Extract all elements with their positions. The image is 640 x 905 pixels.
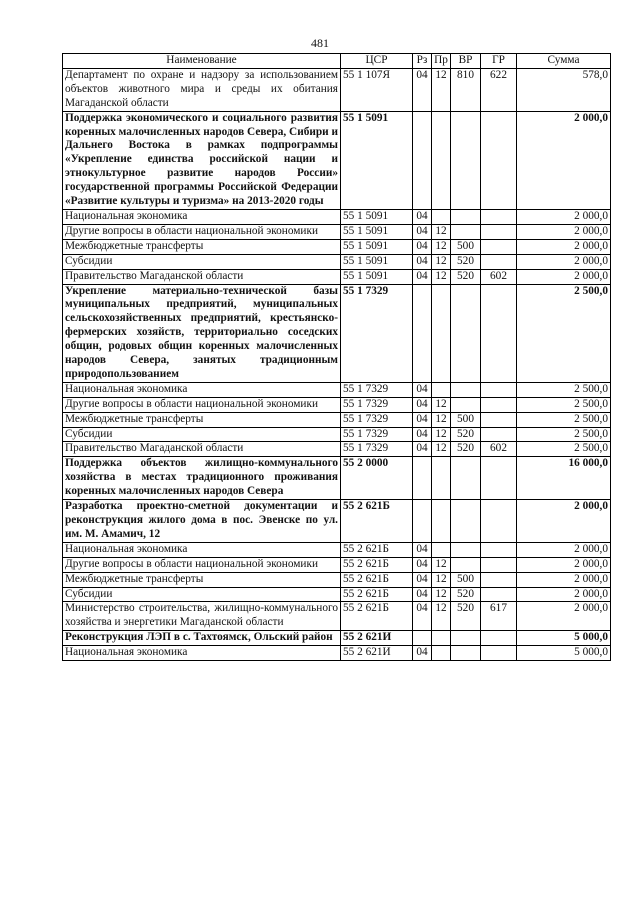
row-csr: 55 1 5091 (341, 224, 413, 239)
row-gr (481, 239, 517, 254)
row-sum: 2 500,0 (517, 442, 611, 457)
row-sum: 2 500,0 (517, 412, 611, 427)
row-vr (451, 284, 481, 382)
row-sum: 16 000,0 (517, 457, 611, 500)
table-row (63, 397, 611, 412)
row-name: Национальная экономика (63, 382, 341, 397)
row-rz: 04 (413, 572, 432, 587)
row-csr: 55 1 5091 (341, 239, 413, 254)
row-rz (413, 284, 432, 382)
row-gr: 602 (481, 269, 517, 284)
row-pr (432, 631, 451, 646)
row-rz: 04 (413, 557, 432, 572)
row-sum: 2 000,0 (517, 224, 611, 239)
table-row (63, 572, 611, 587)
row-pr: 12 (432, 269, 451, 284)
row-gr (481, 254, 517, 269)
row-vr: 810 (451, 68, 481, 111)
row-pr: 12 (432, 602, 451, 631)
row-sum: 578,0 (517, 68, 611, 111)
table-row (63, 542, 611, 557)
table-row (63, 427, 611, 442)
row-pr (432, 382, 451, 397)
row-name: Министерство строительства, жилищно-коммунального хозяйства и энергетики Магаданской области (63, 602, 341, 631)
row-gr (481, 646, 517, 661)
row-rz: 04 (413, 427, 432, 442)
row-name: Реконструкция ЛЭП в с. Тахтоямск, Ольский район (63, 631, 341, 646)
row-pr: 12 (432, 442, 451, 457)
header-vr: ВР (451, 54, 481, 69)
row-sum: 2 500,0 (517, 284, 611, 382)
row-csr: 55 1 107Я (341, 68, 413, 111)
row-pr: 12 (432, 224, 451, 239)
row-csr: 55 2 621Б (341, 602, 413, 631)
row-rz: 04 (413, 442, 432, 457)
row-name: Укрепление материально-технической базы муниципальных предприятий, муниципальных сельскохозяйственных предприятий, крестьянско-фермерских хозяйств, территориально соседских общин, родовых общин коренных малочисленных народов Севера, занятых традиционным природопользованием (63, 284, 341, 382)
row-pr: 12 (432, 557, 451, 572)
header-rz: Рз (413, 54, 432, 69)
row-csr: 55 2 621Б (341, 500, 413, 543)
row-sum: 2 000,0 (517, 602, 611, 631)
row-csr: 55 1 7329 (341, 442, 413, 457)
row-vr (451, 209, 481, 224)
table-row (63, 457, 611, 500)
row-rz: 04 (413, 646, 432, 661)
row-name: Субсидии (63, 254, 341, 269)
row-pr: 12 (432, 397, 451, 412)
row-sum: 2 500,0 (517, 382, 611, 397)
row-vr (451, 111, 481, 209)
row-csr: 55 1 5091 (341, 111, 413, 209)
row-pr (432, 284, 451, 382)
row-gr (481, 224, 517, 239)
page-number: 481 (311, 36, 329, 50)
row-pr (432, 111, 451, 209)
row-name: Другие вопросы в области национальной экономики (63, 397, 341, 412)
row-name: Департамент по охране и надзору за использованием объектов животного мира и среды их обитания Магаданской области (63, 68, 341, 111)
row-vr (451, 224, 481, 239)
row-pr: 12 (432, 68, 451, 111)
row-rz: 04 (413, 397, 432, 412)
row-sum: 2 500,0 (517, 397, 611, 412)
row-gr (481, 111, 517, 209)
row-sum: 2 000,0 (517, 500, 611, 543)
row-rz: 04 (413, 239, 432, 254)
row-name: Правительство Магаданской области (63, 442, 341, 457)
row-vr (451, 646, 481, 661)
table-row (63, 111, 611, 209)
header-name: Наименование (63, 54, 341, 69)
row-gr: 617 (481, 602, 517, 631)
row-gr (481, 397, 517, 412)
row-gr (481, 284, 517, 382)
row-pr (432, 646, 451, 661)
row-pr (432, 542, 451, 557)
row-name: Субсидии (63, 587, 341, 602)
row-csr: 55 1 5091 (341, 269, 413, 284)
table-row (63, 224, 611, 239)
row-rz: 04 (413, 68, 432, 111)
row-name: Национальная экономика (63, 542, 341, 557)
table-row (63, 442, 611, 457)
row-pr: 12 (432, 239, 451, 254)
header-gr: ГР (481, 54, 517, 69)
row-name: Межбюджетные трансферты (63, 412, 341, 427)
row-sum: 2 000,0 (517, 557, 611, 572)
row-vr: 520 (451, 254, 481, 269)
row-sum: 2 000,0 (517, 239, 611, 254)
row-pr: 12 (432, 427, 451, 442)
row-vr (451, 382, 481, 397)
row-rz: 04 (413, 382, 432, 397)
table-row (63, 239, 611, 254)
row-gr (481, 587, 517, 602)
header-sum: Сумма (517, 54, 611, 69)
row-sum: 2 500,0 (517, 427, 611, 442)
row-pr: 12 (432, 572, 451, 587)
row-vr: 500 (451, 412, 481, 427)
row-csr: 55 1 7329 (341, 412, 413, 427)
table-row (63, 646, 611, 661)
table-row (63, 269, 611, 284)
row-pr (432, 457, 451, 500)
row-name: Субсидии (63, 427, 341, 442)
row-sum: 2 000,0 (517, 542, 611, 557)
row-name: Поддержка экономического и социального развития коренных малочисленных народов Севера, Сибири и Дальнего Востока в рамках подпрограммы «Укрепление единства российской нации и этнокультурное развитие народов России» государственной программы Российской Федерации «Развитие культуры и туризма» на 2013-2020 годы (63, 111, 341, 209)
row-name: Национальная экономика (63, 209, 341, 224)
row-pr (432, 209, 451, 224)
table-row (63, 284, 611, 382)
table-row (63, 500, 611, 543)
row-sum: 2 000,0 (517, 111, 611, 209)
row-gr: 622 (481, 68, 517, 111)
row-rz (413, 457, 432, 500)
row-csr: 55 1 5091 (341, 209, 413, 224)
row-gr (481, 631, 517, 646)
row-rz: 04 (413, 269, 432, 284)
row-vr: 520 (451, 442, 481, 457)
row-sum: 5 000,0 (517, 631, 611, 646)
row-gr (481, 557, 517, 572)
table-row (63, 557, 611, 572)
row-rz: 04 (413, 412, 432, 427)
row-csr: 55 1 7329 (341, 397, 413, 412)
row-gr (481, 500, 517, 543)
row-vr (451, 557, 481, 572)
table-row (63, 209, 611, 224)
row-sum: 2 000,0 (517, 572, 611, 587)
row-vr (451, 397, 481, 412)
row-csr: 55 1 7329 (341, 427, 413, 442)
table-row (63, 68, 611, 111)
row-vr: 520 (451, 269, 481, 284)
row-sum: 2 000,0 (517, 209, 611, 224)
row-csr: 55 2 621Б (341, 542, 413, 557)
row-csr: 55 1 5091 (341, 254, 413, 269)
row-vr: 520 (451, 602, 481, 631)
row-sum: 2 000,0 (517, 587, 611, 602)
row-rz (413, 500, 432, 543)
row-vr: 500 (451, 572, 481, 587)
budget-table (62, 53, 611, 661)
row-name: Другие вопросы в области национальной экономики (63, 557, 341, 572)
row-rz (413, 631, 432, 646)
row-gr (481, 412, 517, 427)
row-vr (451, 457, 481, 500)
row-pr: 12 (432, 587, 451, 602)
row-csr: 55 1 7329 (341, 382, 413, 397)
header-pr: Пр (432, 54, 451, 69)
row-csr: 55 2 0000 (341, 457, 413, 500)
row-name: Межбюджетные трансферты (63, 572, 341, 587)
row-name: Правительство Магаданской области (63, 269, 341, 284)
row-pr (432, 500, 451, 543)
row-name: Национальная экономика (63, 646, 341, 661)
table-row (63, 631, 611, 646)
row-gr (481, 382, 517, 397)
row-vr: 520 (451, 427, 481, 442)
row-pr: 12 (432, 254, 451, 269)
row-csr: 55 2 621И (341, 631, 413, 646)
row-sum: 5 000,0 (517, 646, 611, 661)
row-gr: 602 (481, 442, 517, 457)
row-rz: 04 (413, 602, 432, 631)
row-rz (413, 111, 432, 209)
row-sum: 2 000,0 (517, 254, 611, 269)
row-vr: 500 (451, 239, 481, 254)
row-gr (481, 572, 517, 587)
row-rz: 04 (413, 209, 432, 224)
row-csr: 55 1 7329 (341, 284, 413, 382)
row-gr (481, 542, 517, 557)
row-csr: 55 2 621И (341, 646, 413, 661)
row-vr (451, 542, 481, 557)
row-csr: 55 2 621Б (341, 572, 413, 587)
row-vr: 520 (451, 587, 481, 602)
row-gr (481, 427, 517, 442)
table-header-row (63, 54, 611, 69)
table-row (63, 602, 611, 631)
row-gr (481, 457, 517, 500)
row-name: Поддержка объектов жилищно-коммунального хозяйства в местах традиционного проживания коренных малочисленных народов Севера (63, 457, 341, 500)
row-vr (451, 631, 481, 646)
row-gr (481, 209, 517, 224)
table-row (63, 587, 611, 602)
table-row (63, 254, 611, 269)
row-rz: 04 (413, 587, 432, 602)
table-row (63, 382, 611, 397)
row-name: Межбюджетные трансферты (63, 239, 341, 254)
row-rz: 04 (413, 224, 432, 239)
row-csr: 55 2 621Б (341, 587, 413, 602)
row-sum: 2 000,0 (517, 269, 611, 284)
row-name: Разработка проектно-сметной документации и реконструкция жилого дома в пос. Эвенске по ул. им. М. Амамич, 12 (63, 500, 341, 543)
row-csr: 55 2 621Б (341, 557, 413, 572)
row-pr: 12 (432, 412, 451, 427)
header-csr: ЦСР (341, 54, 413, 69)
row-name: Другие вопросы в области национальной экономики (63, 224, 341, 239)
row-rz: 04 (413, 254, 432, 269)
table-row (63, 412, 611, 427)
row-vr (451, 500, 481, 543)
row-rz: 04 (413, 542, 432, 557)
